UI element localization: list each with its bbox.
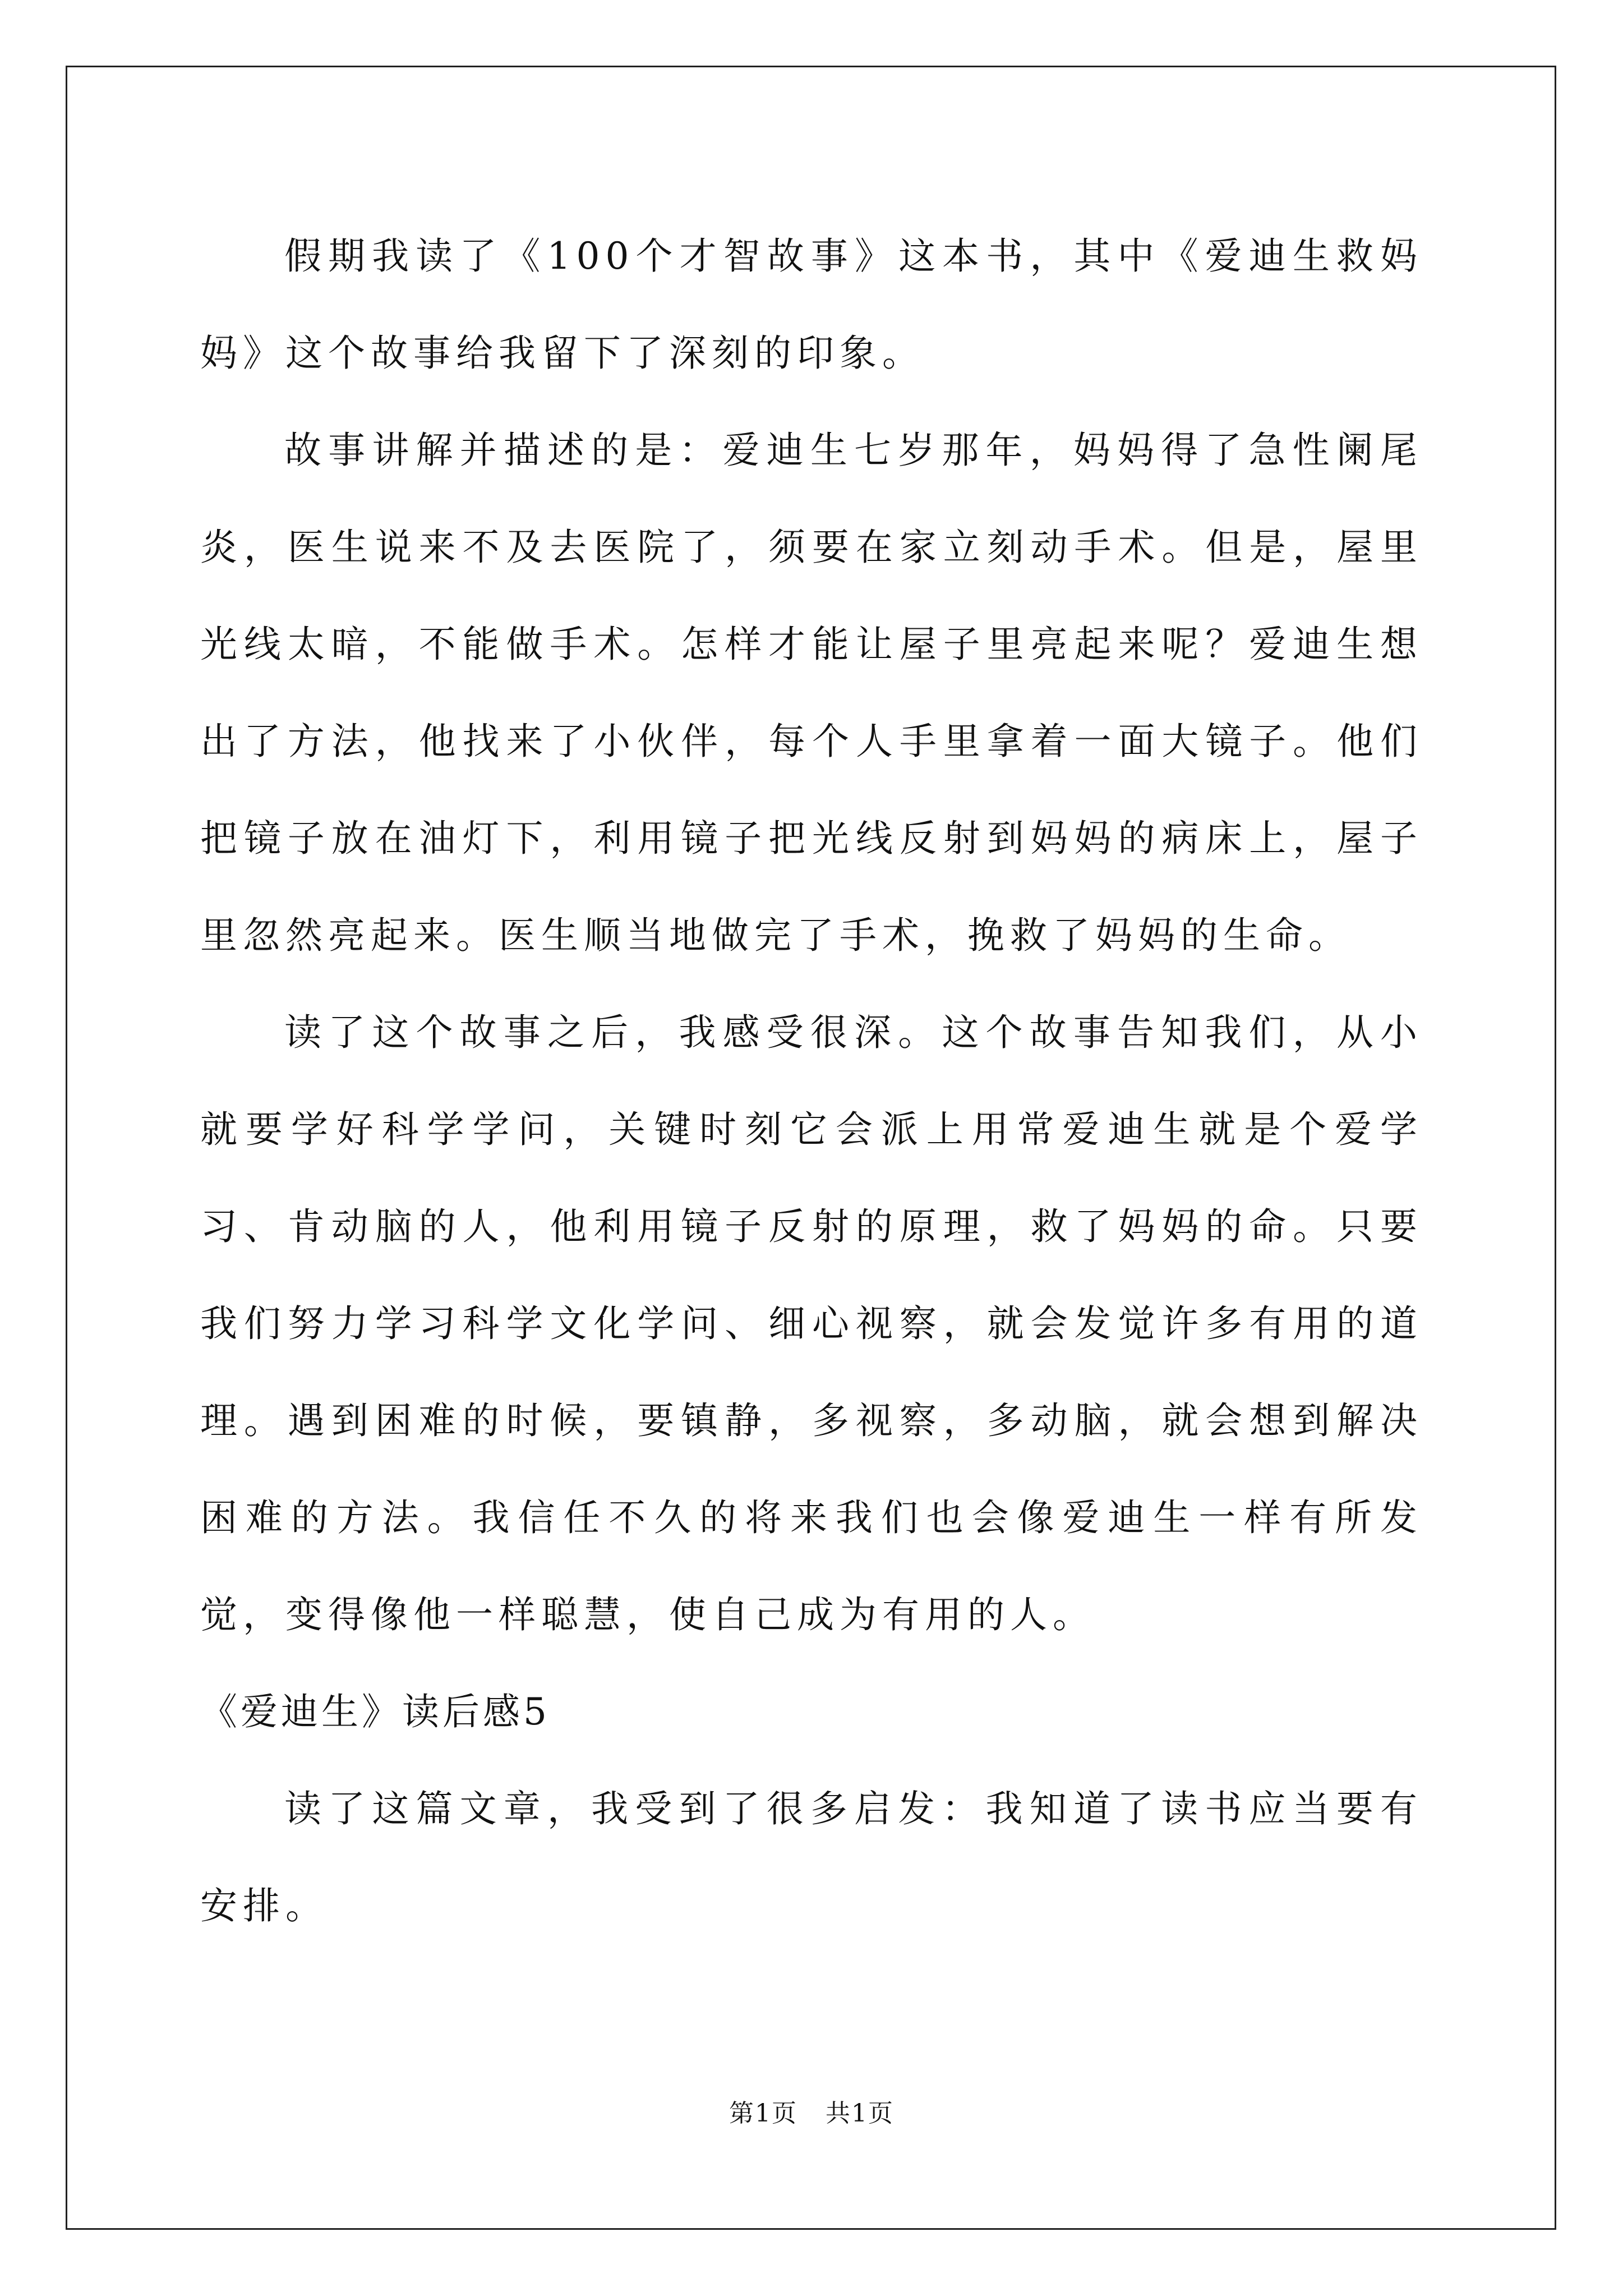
section-heading: 《爱迪生》读后感5: [200, 1690, 550, 1733]
paragraph-reflection: 读了这个故事之后，我感受很深。这个故事告知我们，从小就要学好科学学问，关键时刻它会派上用常爱迪生就是个爱学习、肯动脑的人，他利用镜子反射的原理，救了妈妈的命。只要我们努力学习科学文化学问、细心视察，就会发觉许多有用的道理。遇到困难的时候，要镇静，多视察，多动脑，就会想到解决困难的方法。我信任不久的将来我们也会像爱迪生一样有所发觉，变得像他一样聪慧，使自己成为有用的人。: [200, 1011, 1423, 1636]
page-number-total: 共1页: [826, 2099, 894, 2128]
page-footer: [0, 2097, 1623, 2131]
page-number-current: 第1页: [729, 2099, 797, 2128]
document-body: [200, 208, 1423, 1954]
paragraph-intro: 假期我读了《100个才智故事》这本书，其中《爱迪生救妈妈》这个故事给我留下了深刻的印象。: [200, 234, 1423, 375]
paragraph-section: 读了这篇文章，我受到了很多启发：我知道了读书应当要有安排。: [200, 1787, 1423, 1927]
paragraph-story: 故事讲解并描述的是：爱迪生七岁那年，妈妈得了急性阑尾炎，医生说来不及去医院了，须要在家立刻动手术。但是，屋里光线太暗，不能做手术。怎样才能让屋子里亮起来呢？爱迪生想出了方法，他找来了小伙伴，每个人手里拿着一面大镜子。他们把镜子放在油灯下，利用镜子把光线反射到妈妈的病床上，屋子里忽然亮起来。医生顺当地做完了手术，挽救了妈妈的生命。: [200, 429, 1423, 957]
